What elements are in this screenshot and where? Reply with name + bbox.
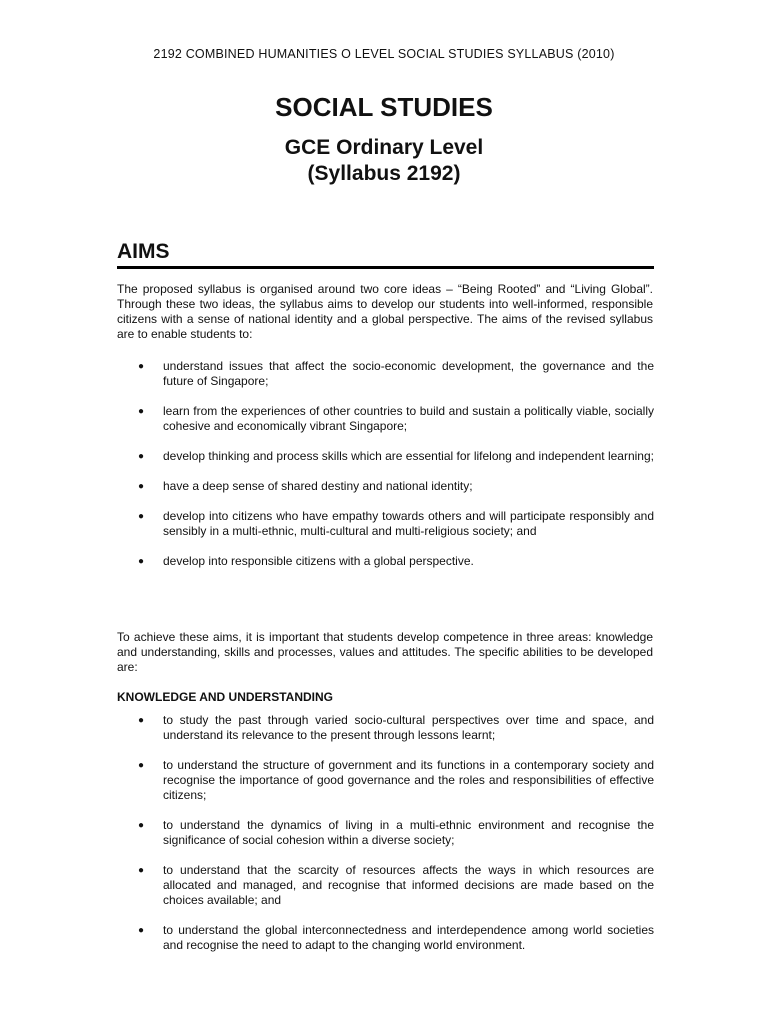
aims-intro-paragraph: The proposed syllabus is organised around two core ideas – “Being Rooted” and “Living Global”. Through these two ideas, the syllabus aims to develop our students into well-informed, responsible citizens with a sense of national identity and a global perspective. The aims of the revised syllabus are to enable students to:: [117, 282, 653, 341]
list-item-text: understand issues that affect the socio-economic development, the governance and the future of Singapore;: [163, 359, 654, 388]
list-item-text: to understand the structure of government and its functions in a contemporary society and recognise the importance of good governance and the roles and responsibilities of effective citizens;: [163, 758, 654, 802]
list-item-text: to study the past through varied socio-cultural perspectives over time and space, and understand its relevance to the present through lessons learnt;: [163, 713, 654, 742]
list-item-text: to understand the global interconnectedness and interdependence among world societies and recognise the need to adapt to the changing world environment.: [163, 923, 654, 952]
list-item: [138, 359, 654, 389]
bullet-icon: ●: [138, 481, 145, 492]
list-item-text: develop into citizens who have empathy towards others and will participate responsibly and sensibly in a multi-ethnic, multi-cultural and multi-religious society; and: [163, 509, 654, 538]
list-item-text: have a deep sense of shared destiny and national identity;: [163, 479, 473, 493]
list-item: [138, 509, 654, 539]
bullet-icon: ●: [138, 556, 145, 567]
list-item: [138, 818, 654, 848]
bullet-icon: ●: [138, 511, 145, 522]
aims-list: [138, 359, 654, 569]
document-title: SOCIAL STUDIES: [275, 92, 493, 122]
bullet-icon: ●: [138, 406, 145, 417]
list-item: [138, 923, 654, 953]
document-subtitle-syllabus: (Syllabus 2192): [307, 162, 461, 185]
bullet-icon: ●: [138, 865, 145, 876]
knowledge-understanding-list: [138, 713, 654, 953]
bullet-icon: ●: [138, 925, 145, 936]
list-item: [138, 863, 654, 908]
aims-heading: AIMS: [117, 240, 170, 263]
list-item-text: develop thinking and process skills which are essential for lifelong and independent learning;: [163, 449, 654, 463]
abilities-intro-paragraph: To achieve these aims, it is important that students develop competence in three areas: knowledge and understanding, skills and processes, values and attitudes. The specific abilities to be developed are:: [117, 630, 653, 674]
list-item: [138, 479, 654, 494]
knowledge-understanding-heading: KNOWLEDGE AND UNDERSTANDING: [117, 690, 333, 704]
running-header: 2192 COMBINED HUMANITIES O LEVEL SOCIAL STUDIES SYLLABUS (2010): [153, 47, 615, 61]
list-item: [138, 713, 654, 743]
bullet-icon: ●: [138, 820, 145, 831]
list-item: [138, 554, 654, 569]
list-item: [138, 758, 654, 803]
list-item-text: develop into responsible citizens with a global perspective.: [163, 554, 474, 568]
bullet-icon: ●: [138, 451, 145, 462]
list-item-text: to understand the dynamics of living in a multi-ethnic environment and recognise the significance of social cohesion within a diverse society;: [163, 818, 654, 847]
heading-rule: [117, 266, 654, 269]
list-item-text: learn from the experiences of other countries to build and sustain a politically viable, socially cohesive and economically vibrant Singapore;: [163, 404, 654, 433]
bullet-icon: ●: [138, 361, 145, 372]
bullet-icon: ●: [138, 760, 145, 771]
list-item: [138, 404, 654, 434]
bullet-icon: ●: [138, 715, 145, 726]
list-item-text: to understand that the scarcity of resources affects the ways in which resources are allocated and managed, and recognise that informed decisions are made based on the choices available; and: [163, 863, 654, 907]
document-subtitle-level: GCE Ordinary Level: [284, 136, 484, 159]
list-item: [138, 449, 654, 464]
